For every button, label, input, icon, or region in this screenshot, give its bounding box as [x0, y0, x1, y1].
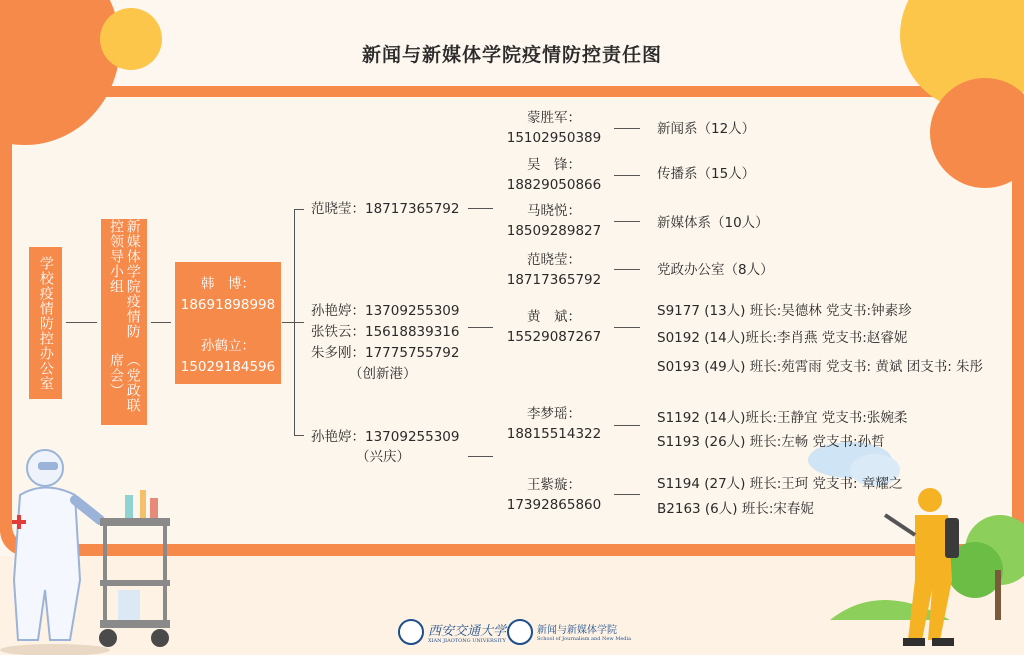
- contact-1: [500, 108, 608, 148]
- contact-name: 李梦瑶：: [527, 406, 581, 422]
- xjtu-logo-icon: [398, 619, 424, 645]
- level2-paren: （党政联席会）: [108, 352, 141, 413]
- connector: [614, 327, 640, 328]
- contact-phone: 17392865860: [506, 497, 602, 513]
- leader-a-name: 韩 博：: [201, 276, 255, 292]
- class-7: B2163 (6人) 班长:宋春妮: [657, 501, 814, 517]
- connector: [294, 435, 304, 436]
- contact-name: 王紫璇：: [527, 477, 581, 493]
- sprayer-worker-illustration: [800, 440, 1024, 655]
- connector: [614, 175, 640, 176]
- class-2: S0192 (14人)班长:李肖燕 党支书:赵睿妮: [657, 330, 908, 346]
- xjtu-logo-text: 西安交通大学: [428, 624, 507, 639]
- branch-mid-line2: 张铁云：15618839316: [311, 324, 460, 340]
- branch-bot-line1: 孙艳婷：13709255309: [311, 429, 460, 445]
- branch-mid-line1: 孙艳婷：13709255309: [311, 303, 460, 319]
- contact-phone: 18829050866: [506, 177, 602, 193]
- branch-bot-note: （兴庆）: [356, 449, 410, 465]
- connector: [468, 208, 493, 209]
- contact-phone: 15529087267: [506, 329, 602, 345]
- contact-4: [500, 250, 608, 290]
- school-logo-sub: School of Journalism and New Media: [537, 636, 632, 642]
- contact-name: 黄 斌：: [527, 309, 581, 325]
- contact-phone: 15102950389: [506, 130, 602, 146]
- connector: [151, 322, 171, 323]
- branch-top: 范晓莹：18717365792: [311, 201, 460, 217]
- contact-7: [500, 475, 608, 515]
- connector: [294, 322, 304, 323]
- connector: [66, 322, 97, 323]
- unit-2: 传播系（15人）: [657, 166, 756, 182]
- contact-name: 马晓悦：: [527, 203, 581, 219]
- class-6: S1194 (27人) 班长:王珂 党支书: 章耀之: [657, 476, 903, 492]
- contact-2: [500, 155, 608, 195]
- unit-3: 新媒体系（10人）: [657, 215, 769, 231]
- level2-box: [101, 219, 147, 425]
- contact-phone: 18815514322: [506, 426, 602, 442]
- class-1: S9177 (13人) 班长:吴德林 党支书:钟素珍: [657, 303, 912, 319]
- connector: [614, 221, 640, 222]
- leader-b-name: 孙鹤立：: [201, 338, 255, 354]
- connector: [614, 425, 640, 426]
- connector: [614, 494, 640, 495]
- worker-cart-illustration: [0, 440, 190, 655]
- contact-name: 蒙胜军：: [527, 110, 581, 126]
- contact-5: [500, 307, 608, 347]
- branch-mid-line3: 朱多刚：17775755792: [311, 345, 460, 361]
- contact-3: [500, 201, 608, 241]
- connector: [294, 209, 304, 210]
- contact-phone: 18509289827: [506, 223, 602, 239]
- leader-a-phone: 18691898998: [180, 297, 276, 313]
- page-title: 新闻与新媒体学院疫情防控责任图: [361, 44, 662, 66]
- connector: [282, 322, 294, 323]
- branch-mid-note: （创新港）: [349, 366, 417, 382]
- level2-main: 新媒体学院疫情防控领导小组: [108, 219, 141, 339]
- level1-label: 学校疫情防控办公室: [37, 255, 54, 391]
- connector: [614, 128, 640, 129]
- class-5: S1193 (26人) 班长:左畅 党支书:孙哲: [657, 434, 885, 450]
- school-logo-icon: [507, 619, 533, 645]
- connector: [468, 456, 493, 457]
- contact-6: [500, 404, 608, 444]
- leader-b-phone: 15029184596: [180, 359, 276, 375]
- contact-name: 范晓莹：: [527, 252, 581, 268]
- contact-phone: 18717365792: [506, 272, 602, 288]
- school-logo-text: 新闻与新媒体学院: [537, 625, 617, 636]
- xjtu-logo-sub: XIAN JIAOTONG UNIVERSITY: [428, 638, 506, 644]
- leader-box: [175, 262, 281, 384]
- unit-4: 党政办公室（8人）: [657, 262, 774, 278]
- unit-1: 新闻系（12人）: [657, 121, 756, 137]
- connector: [468, 327, 493, 328]
- class-3: S0193 (49人) 班长:苑霄雨 党支书: 黄斌 团支书: 朱彤: [657, 359, 984, 375]
- contact-name: 吴 锋：: [527, 157, 581, 173]
- level1-box: [29, 247, 62, 399]
- class-4: S1192 (14人)班长:王静宜 党支书:张婉柔: [657, 410, 908, 426]
- connector: [614, 269, 640, 270]
